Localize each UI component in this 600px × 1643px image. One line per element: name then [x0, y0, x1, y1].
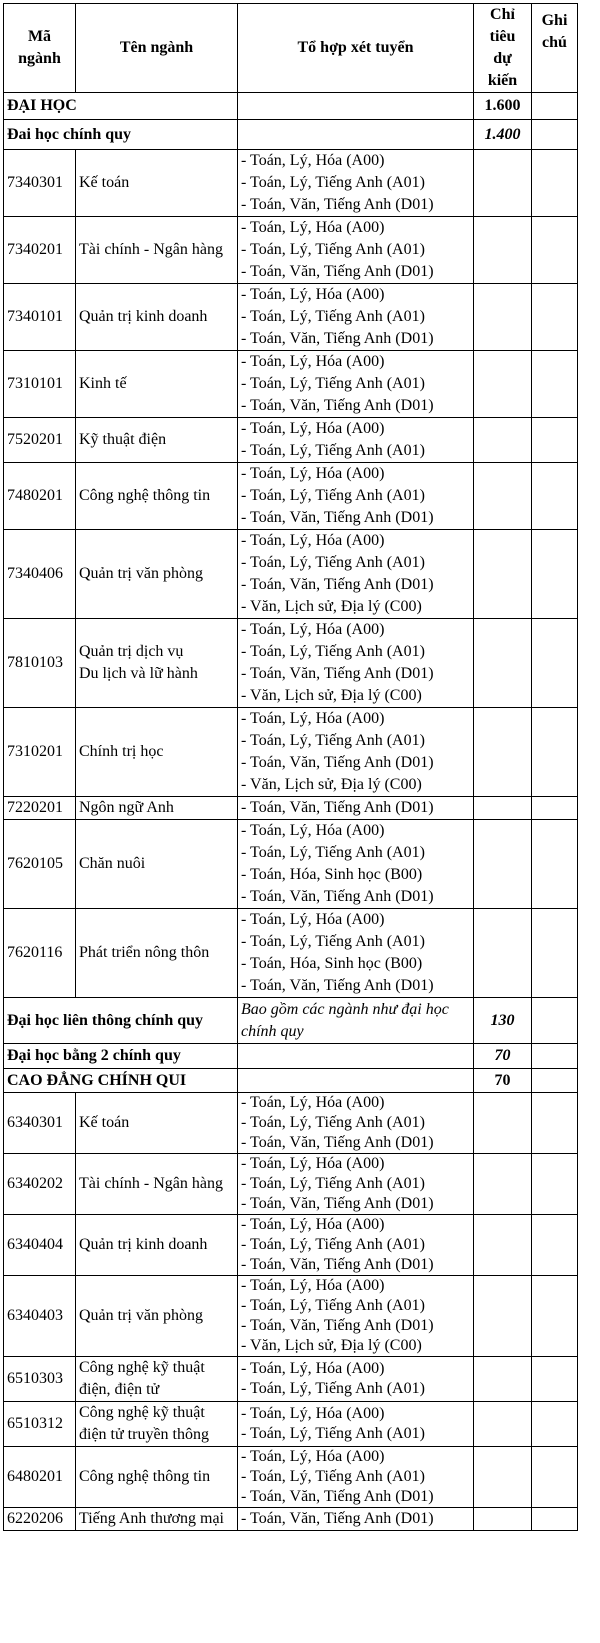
note-cell — [532, 284, 578, 351]
note-cell — [532, 150, 578, 217]
section-row-cao-dang — [4, 1069, 578, 1093]
program-combos — [238, 1508, 474, 1531]
program-name-line: Quản trị kinh doanh — [79, 308, 208, 325]
quota-cell — [474, 1093, 532, 1154]
program-code: 6510312 — [4, 1402, 76, 1447]
note-cell — [532, 217, 578, 284]
program-name — [76, 351, 238, 418]
combo-line: - Toán, Lý, Hóa (A00) — [241, 1155, 385, 1172]
combo-line: - Toán, Lý, Hóa (A00) — [241, 1448, 385, 1465]
program-code: 7340101 — [4, 284, 76, 351]
program-code: 7810103 — [4, 619, 76, 708]
combo-line: - Toán, Lý, Tiếng Anh (A01) — [241, 844, 425, 861]
header-row — [4, 4, 578, 93]
header-quota-line: Chỉ — [490, 6, 515, 23]
combo-line: - Toán, Lý, Hóa (A00) — [241, 1277, 385, 1294]
quota-cell — [474, 1154, 532, 1215]
program-combos — [238, 820, 474, 909]
program-name — [76, 1508, 238, 1531]
program-code: 7620116 — [4, 909, 76, 998]
program-row — [4, 820, 578, 909]
combo-line: - Văn, Lịch sử, Địa lý (C00) — [241, 1337, 422, 1354]
program-code: 6480201 — [4, 1447, 76, 1508]
section-label: Đai học chính quy — [4, 120, 238, 150]
combo-line: - Toán, Lý, Tiếng Anh (A01) — [241, 1380, 425, 1397]
program-row — [4, 1276, 578, 1357]
combo-line: - Toán, Lý, Tiếng Anh (A01) — [241, 375, 425, 392]
program-name — [76, 1154, 238, 1215]
quota-cell — [474, 351, 532, 418]
program-name-line: Công nghệ thông tin — [79, 1468, 211, 1485]
program-name — [76, 820, 238, 909]
combo-line: - Toán, Lý, Hóa (A00) — [241, 353, 385, 370]
program-row — [4, 1154, 578, 1215]
combo-line: - Toán, Văn, Tiếng Anh (D01) — [241, 196, 434, 213]
program-row — [4, 1447, 578, 1508]
program-combos — [238, 1215, 474, 1276]
program-row — [4, 797, 578, 820]
combo-line: - Toán, Văn, Tiếng Anh (D01) — [241, 754, 434, 771]
program-name — [76, 284, 238, 351]
program-row — [4, 418, 578, 463]
quota-cell — [474, 820, 532, 909]
section-row-lien-thong — [4, 998, 578, 1044]
section-quota: 1.600 — [474, 93, 532, 120]
program-code: 7520201 — [4, 418, 76, 463]
note-cell — [532, 708, 578, 797]
program-row — [4, 1215, 578, 1276]
quota-cell — [474, 708, 532, 797]
header-quota-line: kiến — [487, 72, 518, 89]
combo-line: - Toán, Văn, Tiếng Anh (D01) — [241, 977, 434, 994]
note-cell — [532, 530, 578, 619]
program-name — [76, 909, 238, 998]
header-code-line: Mã — [27, 28, 52, 45]
program-row — [4, 1508, 578, 1531]
program-row — [4, 619, 578, 708]
program-name-line: điện tử truyền thông — [79, 1426, 209, 1443]
combo-line: - Toán, Lý, Tiếng Anh (A01) — [241, 933, 425, 950]
quota-cell — [474, 463, 532, 530]
section-note — [238, 998, 474, 1044]
quota-cell — [474, 797, 532, 820]
program-row — [4, 1402, 578, 1447]
program-row — [4, 284, 578, 351]
note-cell — [532, 1215, 578, 1276]
note-cell — [532, 909, 578, 998]
university-programs — [4, 150, 578, 998]
combo-line: - Toán, Văn, Tiếng Anh (D01) — [241, 1510, 434, 1527]
note-cell — [532, 820, 578, 909]
program-combos — [238, 619, 474, 708]
program-combos — [238, 797, 474, 820]
combo-line: - Toán, Lý, Hóa (A00) — [241, 1360, 385, 1377]
combo-line: - Toán, Lý, Hóa (A00) — [241, 532, 385, 549]
combo-line: - Toán, Lý, Tiếng Anh (A01) — [241, 174, 425, 191]
note-cell — [532, 1276, 578, 1357]
program-row — [4, 217, 578, 284]
combo-line: - Toán, Văn, Tiếng Anh (D01) — [241, 509, 434, 526]
combo-line: - Toán, Văn, Tiếng Anh (D01) — [241, 1134, 434, 1151]
combo-line: - Toán, Lý, Hóa (A00) — [241, 152, 385, 169]
note-cell — [532, 797, 578, 820]
header-code-line: ngành — [18, 50, 61, 67]
combo-line: - Toán, Lý, Tiếng Anh (A01) — [241, 1175, 425, 1192]
header-note — [532, 4, 578, 93]
program-combos — [238, 217, 474, 284]
combo-line: - Toán, Lý, Hóa (A00) — [241, 420, 385, 437]
program-name-line: Công nghệ kỹ thuật — [79, 1404, 205, 1421]
quota-cell — [474, 530, 532, 619]
quota-cell — [474, 1357, 532, 1402]
section-note-line: Bao gồm các ngành như đại học — [241, 1000, 449, 1018]
program-name — [76, 150, 238, 217]
program-row — [4, 1357, 578, 1402]
program-code: 7340301 — [4, 150, 76, 217]
program-name-line: Chính trị học — [79, 743, 164, 760]
combo-line: - Toán, Văn, Tiếng Anh (D01) — [241, 665, 434, 682]
program-code: 6340301 — [4, 1093, 76, 1154]
section-label: Đại học liên thông chính quy — [4, 998, 238, 1044]
quota-cell — [474, 1276, 532, 1357]
note-cell — [532, 418, 578, 463]
section-quota: 130 — [474, 998, 532, 1044]
program-code: 6220206 — [4, 1508, 76, 1531]
program-code: 6340202 — [4, 1154, 76, 1215]
combo-line: - Toán, Văn, Tiếng Anh (D01) — [241, 888, 434, 905]
program-name-line: Kế toán — [79, 174, 130, 191]
combo-line: - Văn, Lịch sử, Địa lý (C00) — [241, 687, 422, 704]
program-name — [76, 463, 238, 530]
note-cell — [532, 1093, 578, 1154]
program-name-line: Du lịch và lữ hành — [79, 665, 198, 682]
quota-cell — [474, 217, 532, 284]
combo-line: - Toán, Lý, Tiếng Anh (A01) — [241, 1468, 425, 1485]
program-row — [4, 150, 578, 217]
program-name — [76, 1357, 238, 1402]
combo-line: - Toán, Lý, Tiếng Anh (A01) — [241, 308, 425, 325]
combo-line: - Toán, Lý, Hóa (A00) — [241, 465, 385, 482]
note-cell — [532, 1447, 578, 1508]
combo-line: - Toán, Lý, Hóa (A00) — [241, 219, 385, 236]
program-combos — [238, 463, 474, 530]
program-name-line: Quản trị văn phòng — [79, 1307, 203, 1324]
empty-cell — [238, 120, 474, 150]
combo-line: - Toán, Văn, Tiếng Anh (D01) — [241, 576, 434, 593]
quota-cell — [474, 1447, 532, 1508]
program-name-line: Chăn nuôi — [79, 855, 146, 872]
combo-line: - Toán, Lý, Tiếng Anh (A01) — [241, 643, 425, 660]
program-name — [76, 530, 238, 619]
empty-cell — [238, 1069, 474, 1093]
program-name — [76, 1215, 238, 1276]
note-cell — [532, 1044, 578, 1069]
program-row — [4, 1093, 578, 1154]
combo-line: - Toán, Lý, Hóa (A00) — [241, 822, 385, 839]
program-name-line: Tài chính - Ngân hàng — [79, 241, 223, 258]
combo-line: - Toán, Văn, Tiếng Anh (D01) — [241, 397, 434, 414]
combo-line: - Văn, Lịch sử, Địa lý (C00) — [241, 776, 422, 793]
program-combos — [238, 150, 474, 217]
program-name-line: điện, điện tử — [79, 1381, 160, 1398]
header-note-line: chú — [542, 34, 567, 51]
program-code: 6340404 — [4, 1215, 76, 1276]
quota-cell — [474, 1402, 532, 1447]
combo-line: - Toán, Lý, Tiếng Anh (A01) — [241, 1236, 425, 1253]
program-row — [4, 708, 578, 797]
combo-line: - Toán, Hóa, Sinh học (B00) — [241, 866, 423, 883]
program-name — [76, 418, 238, 463]
program-combos — [238, 1447, 474, 1508]
note-cell — [532, 1154, 578, 1215]
program-name — [76, 1093, 238, 1154]
combo-line: - Toán, Lý, Hóa (A00) — [241, 710, 385, 727]
combo-line: - Toán, Lý, Tiếng Anh (A01) — [241, 487, 425, 504]
quota-cell — [474, 150, 532, 217]
combo-line: - Toán, Văn, Tiếng Anh (D01) — [241, 1488, 434, 1505]
section-row-bang2 — [4, 1044, 578, 1069]
section-note-line: chính quy — [241, 1022, 304, 1040]
section-quota: 1.400 — [474, 120, 532, 150]
program-name-line: Ngôn ngữ Anh — [79, 799, 174, 816]
note-cell — [532, 1508, 578, 1531]
program-code: 7310201 — [4, 708, 76, 797]
program-name — [76, 619, 238, 708]
program-name — [76, 1402, 238, 1447]
quota-cell — [474, 284, 532, 351]
program-name-line: Kế toán — [79, 1114, 130, 1131]
combo-line: - Toán, Lý, Tiếng Anh (A01) — [241, 732, 425, 749]
header-note-line: Ghi — [541, 12, 568, 29]
note-cell — [532, 619, 578, 708]
combo-line: - Toán, Lý, Tiếng Anh (A01) — [241, 241, 425, 258]
note-cell — [532, 93, 578, 120]
combo-line: - Toán, Lý, Hóa (A00) — [241, 1216, 385, 1233]
program-combos — [238, 1276, 474, 1357]
college-programs — [4, 1093, 578, 1531]
program-name-line: Tiếng Anh thương mại — [79, 1510, 224, 1527]
program-name — [76, 708, 238, 797]
program-name — [76, 217, 238, 284]
program-combos — [238, 1402, 474, 1447]
program-combos — [238, 1357, 474, 1402]
program-name-line: Công nghệ thông tin — [79, 487, 211, 504]
program-combos — [238, 418, 474, 463]
program-row — [4, 909, 578, 998]
section-quota: 70 — [474, 1069, 532, 1093]
program-combos — [238, 530, 474, 619]
program-code: 7310101 — [4, 351, 76, 418]
program-combos — [238, 351, 474, 418]
note-cell — [532, 120, 578, 150]
program-name — [76, 1447, 238, 1508]
program-combos — [238, 708, 474, 797]
header-name: Tên ngành — [76, 4, 238, 93]
program-row — [4, 530, 578, 619]
note-cell — [532, 351, 578, 418]
combo-line: - Văn, Lịch sử, Địa lý (C00) — [241, 598, 422, 615]
combo-line: - Toán, Văn, Tiếng Anh (D01) — [241, 799, 434, 816]
quota-cell — [474, 619, 532, 708]
note-cell — [532, 1402, 578, 1447]
quota-cell — [474, 1215, 532, 1276]
quota-cell — [474, 1508, 532, 1531]
combo-line: - Toán, Lý, Hóa (A00) — [241, 286, 385, 303]
program-name-line: Công nghệ kỹ thuật — [79, 1359, 205, 1376]
quota-cell — [474, 909, 532, 998]
combo-line: - Toán, Lý, Tiếng Anh (A01) — [241, 442, 425, 459]
program-code: 7620105 — [4, 820, 76, 909]
program-combos — [238, 1154, 474, 1215]
program-name — [76, 1276, 238, 1357]
combo-line: - Toán, Văn, Tiếng Anh (D01) — [241, 263, 434, 280]
program-code: 7220201 — [4, 797, 76, 820]
combo-line: - Toán, Văn, Tiếng Anh (D01) — [241, 1195, 434, 1212]
section-label: ĐẠI HỌC — [4, 93, 238, 120]
header-quota-line: tiêu — [489, 28, 516, 45]
header-quota-line: dự — [493, 50, 512, 67]
note-cell — [532, 1357, 578, 1402]
note-cell — [532, 1069, 578, 1093]
program-name-line: Tài chính - Ngân hàng — [79, 1175, 223, 1192]
combo-line: - Toán, Hóa, Sinh học (B00) — [241, 955, 423, 972]
combo-line: - Toán, Lý, Tiếng Anh (A01) — [241, 1297, 425, 1314]
combo-line: - Toán, Văn, Tiếng Anh (D01) — [241, 1317, 434, 1334]
section-label: CAO ĐẲNG CHÍNH QUI — [4, 1069, 238, 1093]
program-combos — [238, 284, 474, 351]
program-name-line: Quản trị kinh doanh — [79, 1236, 208, 1253]
combo-line: - Toán, Lý, Hóa (A00) — [241, 1094, 385, 1111]
section-row-dai-hoc — [4, 93, 578, 120]
program-name — [76, 797, 238, 820]
note-cell — [532, 998, 578, 1044]
combo-line: - Toán, Lý, Tiếng Anh (A01) — [241, 1114, 425, 1131]
header-quota — [474, 4, 532, 93]
program-row — [4, 463, 578, 530]
section-quota: 70 — [474, 1044, 532, 1069]
program-code: 6510303 — [4, 1357, 76, 1402]
program-code: 6340403 — [4, 1276, 76, 1357]
program-code: 7340201 — [4, 217, 76, 284]
program-code: 7340406 — [4, 530, 76, 619]
program-row — [4, 351, 578, 418]
note-cell — [532, 463, 578, 530]
admission-table — [3, 3, 578, 1531]
combo-line: - Toán, Lý, Hóa (A00) — [241, 911, 385, 928]
combo-line: - Toán, Lý, Tiếng Anh (A01) — [241, 1425, 425, 1442]
combo-line: - Toán, Văn, Tiếng Anh (D01) — [241, 1256, 434, 1273]
program-name-line: Kinh tế — [79, 375, 127, 392]
program-code: 7480201 — [4, 463, 76, 530]
combo-line: - Toán, Lý, Hóa (A00) — [241, 621, 385, 638]
program-name-line: Kỹ thuật điện — [79, 431, 167, 448]
section-label: Đại học bằng 2 chính quy — [4, 1044, 238, 1069]
program-name-line: Phát triển nông thôn — [79, 944, 210, 961]
section-row-chinh-quy — [4, 120, 578, 150]
combo-line: - Toán, Lý, Tiếng Anh (A01) — [241, 554, 425, 571]
program-combos — [238, 1093, 474, 1154]
program-name-line: Quản trị dịch vụ — [79, 643, 184, 660]
quota-cell — [474, 418, 532, 463]
program-name-line: Quản trị văn phòng — [79, 565, 203, 582]
header-code — [4, 4, 76, 93]
combo-line: - Toán, Lý, Hóa (A00) — [241, 1405, 385, 1422]
program-combos — [238, 909, 474, 998]
empty-cell — [238, 1044, 474, 1069]
header-combos: Tổ hợp xét tuyển — [238, 4, 474, 93]
empty-cell — [238, 93, 474, 120]
combo-line: - Toán, Văn, Tiếng Anh (D01) — [241, 330, 434, 347]
